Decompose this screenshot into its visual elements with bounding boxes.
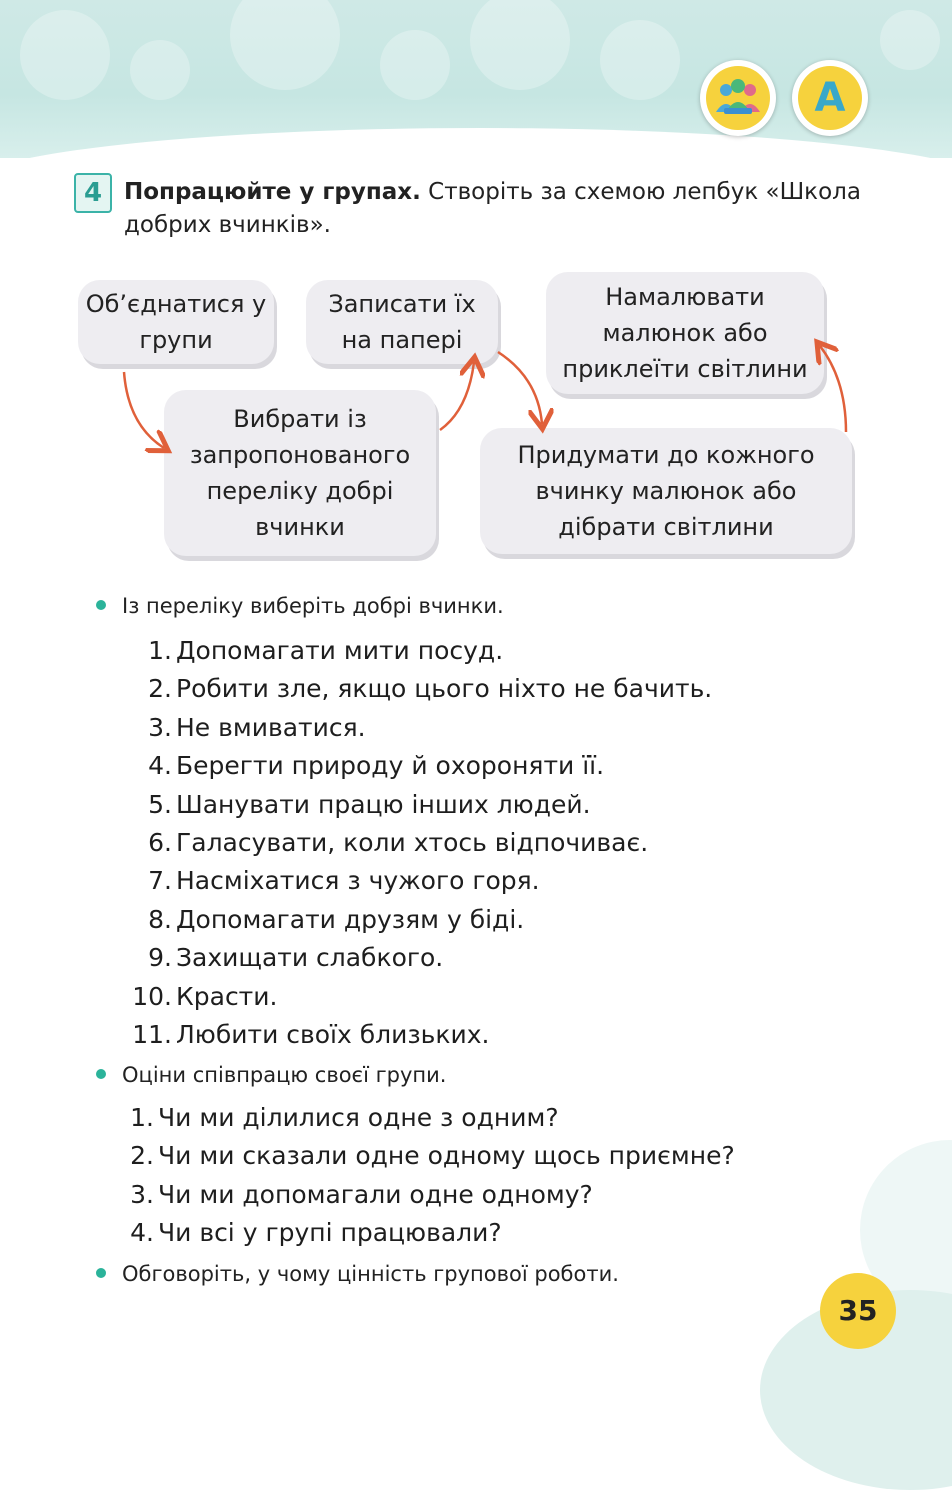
scheme-step-2 (164, 390, 436, 556)
scheme-step-1-text: Об’єднатися у групи (85, 290, 267, 354)
list-item-number: 1. (148, 636, 172, 665)
list-item (120, 1099, 820, 1137)
list-item (120, 670, 820, 708)
scheme-step-4 (480, 428, 852, 554)
section-choose-label: Із переліку виберіть добрі вчинки. (122, 594, 504, 618)
list-item-text: Чи ми допомагали одне одному? (158, 1179, 593, 1209)
list-item (120, 709, 820, 747)
list-item-text: Чи ми сказали одне одному щось приємне? (158, 1141, 735, 1171)
list-item (120, 1137, 820, 1175)
scheme-step-5 (546, 272, 824, 394)
list-item-number: 10. (132, 981, 172, 1011)
task-number: 4 (74, 173, 112, 213)
scheme-step-3 (306, 280, 498, 364)
scheme-step-3-text: Записати їх на папері (328, 290, 476, 354)
task-title-bold: Попрацюйте у групах. (124, 179, 421, 205)
group-of-people-icon (706, 66, 770, 130)
list-item-number: 3. (130, 1179, 154, 1209)
list-item (120, 978, 820, 1016)
arrow-step2-to-step3 (440, 362, 474, 430)
section-discuss-label: Обговоріть, у чому цінність групової роботи. (122, 1262, 619, 1286)
bullet-icon (96, 1069, 106, 1079)
list-item (120, 939, 820, 977)
list-item-number: 1. (130, 1103, 154, 1132)
list-item-text: Насміхатися з чужого горя. (176, 866, 540, 896)
bullet-icon (96, 1268, 106, 1278)
list-item-number: 4. (148, 751, 172, 781)
section-discuss (96, 1262, 619, 1286)
task-instruction (124, 176, 884, 242)
list-item-text: Берегти природу й охороняти її. (176, 751, 605, 781)
scheme-step-4-text: Придумати до кожного вчинку малюнок або дібрати світлини (517, 441, 815, 541)
list-item-number: 6. (148, 827, 172, 857)
scheme-step-5-text: Намалювати малюнок або приклеїти світлини (562, 283, 808, 383)
list-item-number: 2. (130, 1141, 154, 1171)
list-item-text: Захищати слабкого. (176, 943, 444, 973)
section-evaluate-cooperation (96, 1063, 446, 1087)
list-item (120, 786, 820, 824)
list-item-text: Любити своїх близьких. (176, 1019, 490, 1049)
list-item-number: 9. (148, 943, 172, 973)
list-item-number: 4. (130, 1218, 154, 1248)
list-item-number: 8. (148, 904, 172, 934)
cooperation-questions-list (120, 1099, 820, 1253)
list-item (120, 1214, 820, 1252)
list-item-text: Не вмиватися. (176, 712, 366, 742)
list-item-text: Допомагати мити посуд. (176, 636, 504, 665)
list-item (120, 632, 820, 670)
list-item-number: 5. (148, 789, 172, 819)
list-item (120, 824, 820, 862)
group-work-badge (700, 60, 776, 136)
list-item (120, 1176, 820, 1214)
list-item-text: Чи всі у групі працювали? (158, 1218, 502, 1248)
scheme-step-2-text: Вибрати із запропонованого переліку добрі вчинки (189, 405, 411, 541)
page-number: 35 (820, 1273, 896, 1349)
list-item-number: 3. (148, 712, 172, 742)
list-item-text: Чи ми ділилися одне з одним? (158, 1103, 559, 1132)
arrow-step3-to-step4 (498, 352, 542, 424)
list-item-text: Шанувати працю інших людей. (176, 789, 591, 819)
list-item-text: Робити зле, якщо цього ніхто не бачить. (176, 674, 713, 704)
list-item-text: Галасувати, коли хтось відпочиває. (176, 827, 649, 857)
list-item (120, 901, 820, 939)
list-item-text: Допомагати друзям у біді. (176, 904, 525, 934)
list-item (120, 1016, 820, 1054)
arrow-step1-to-step2 (124, 372, 164, 448)
list-item-number: 7. (148, 866, 172, 896)
section-choose-good-deeds (96, 594, 504, 618)
list-item-number: 11. (132, 1019, 172, 1049)
scheme-step-1 (78, 280, 274, 364)
task-title-rest: Створіть за схемою лепбук «Школа добрих вчинків». (124, 179, 861, 238)
list-item-number: 2. (148, 674, 172, 704)
letter-badge (792, 60, 868, 136)
list-item (120, 747, 820, 785)
list-item (120, 862, 820, 900)
bullet-icon (96, 600, 106, 610)
letter-badge-text: A (814, 75, 846, 121)
section-evaluate-label: Оціни співпрацю своєї групи. (122, 1063, 447, 1087)
good-deeds-list (120, 632, 820, 1054)
list-item-text: Красти. (176, 981, 278, 1011)
